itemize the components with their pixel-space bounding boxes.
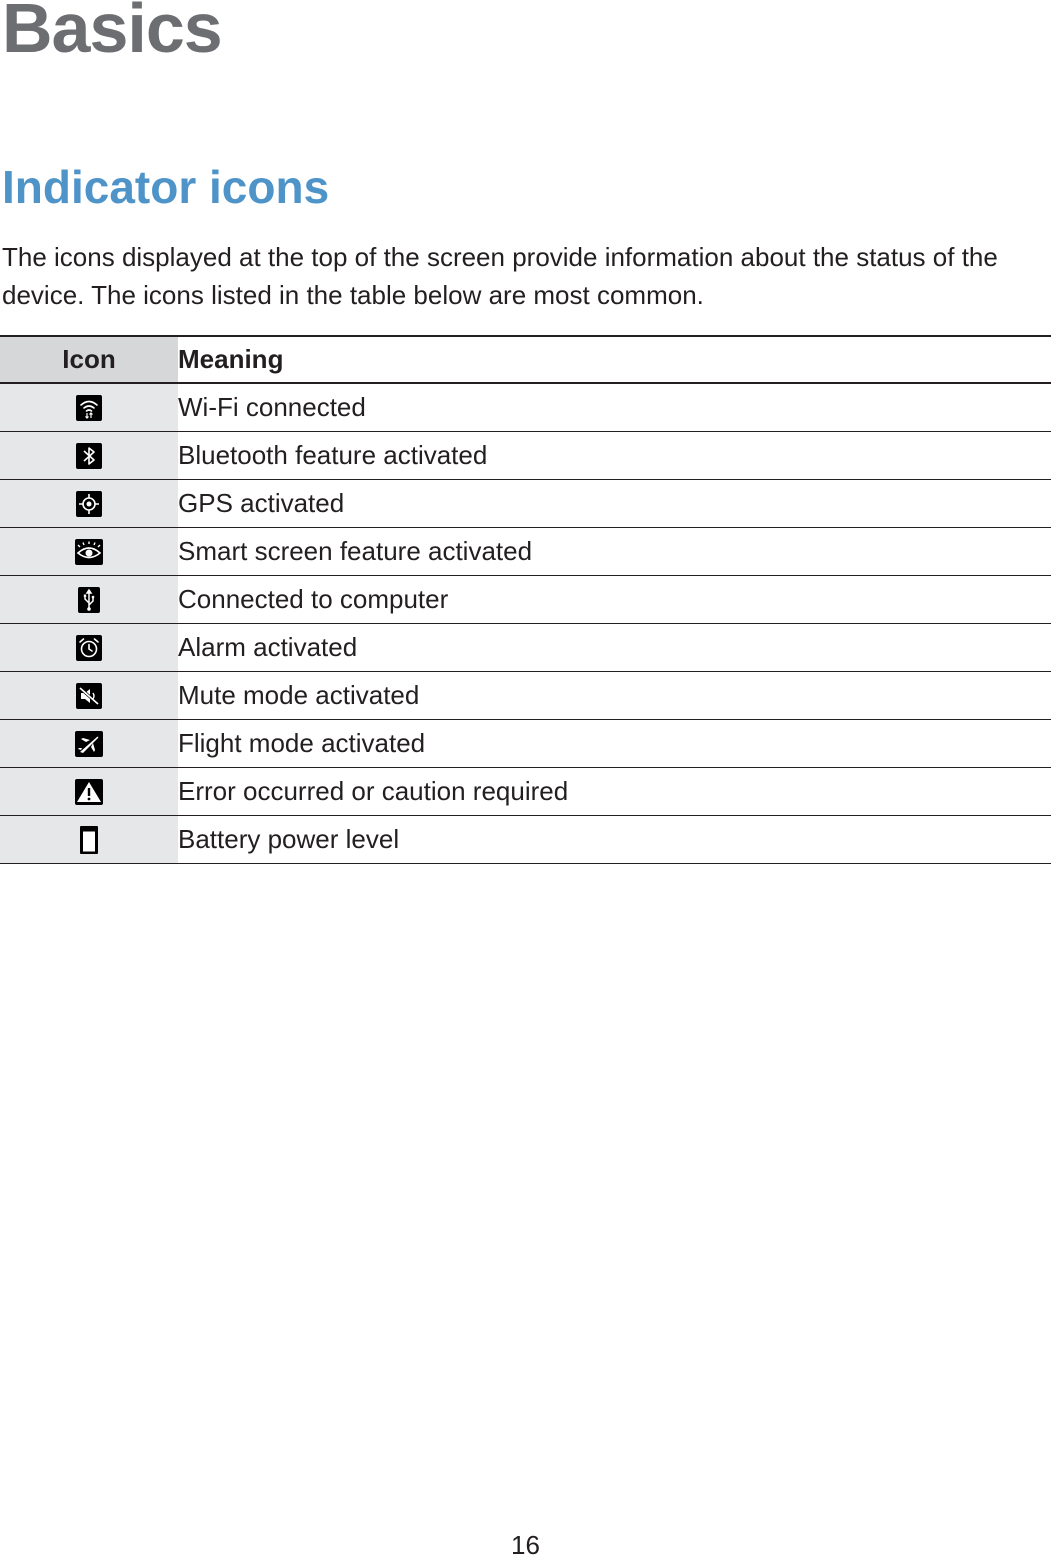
smart-screen-eye-icon (75, 539, 103, 565)
meaning-cell: Flight mode activated (178, 720, 1051, 768)
gps-icon (76, 491, 102, 517)
usb-icon (78, 587, 100, 613)
header-meaning: Meaning (178, 336, 1051, 383)
icon-cell (0, 528, 178, 576)
meaning-cell: Error occurred or caution required (178, 768, 1051, 816)
meaning-cell: Connected to computer (178, 576, 1051, 624)
table-row (0, 816, 1051, 864)
meaning-cell: Wi-Fi connected (178, 383, 1051, 432)
airplane-icon (75, 731, 103, 757)
table-header-row (0, 336, 1051, 383)
warning-icon (75, 779, 103, 805)
meaning-cell: Smart screen feature activated (178, 528, 1051, 576)
table-row (0, 383, 1051, 432)
icon-cell (0, 720, 178, 768)
icon-cell (0, 480, 178, 528)
mute-icon (76, 683, 102, 709)
table-row (0, 768, 1051, 816)
table-row (0, 432, 1051, 480)
icon-cell (0, 768, 178, 816)
icon-cell (0, 576, 178, 624)
meaning-cell: Alarm activated (178, 624, 1051, 672)
icon-cell (0, 624, 178, 672)
chapter-title: Basics (2, 0, 222, 67)
bluetooth-icon (76, 443, 102, 469)
wifi-icon (76, 395, 102, 421)
table-row (0, 624, 1051, 672)
page-number: 16 (511, 1530, 540, 1560)
table-row (0, 528, 1051, 576)
icon-cell (0, 816, 178, 864)
table-row (0, 672, 1051, 720)
meaning-cell: Battery power level (178, 816, 1051, 864)
section-title: Indicator icons (2, 161, 330, 213)
indicator-icons-table (0, 335, 1051, 864)
icon-cell (0, 672, 178, 720)
header-icon: Icon (0, 336, 178, 383)
table-row (0, 720, 1051, 768)
meaning-cell: GPS activated (178, 480, 1051, 528)
table-row (0, 576, 1051, 624)
battery-icon (80, 826, 98, 854)
meaning-cell: Bluetooth feature activated (178, 432, 1051, 480)
alarm-icon (76, 635, 102, 661)
intro-paragraph: The icons displayed at the top of the screen provide information about the status of the device. The icons listed in the table below are most common. (2, 242, 998, 310)
icon-cell (0, 383, 178, 432)
meaning-cell: Mute mode activated (178, 672, 1051, 720)
table-row (0, 480, 1051, 528)
icon-cell (0, 432, 178, 480)
